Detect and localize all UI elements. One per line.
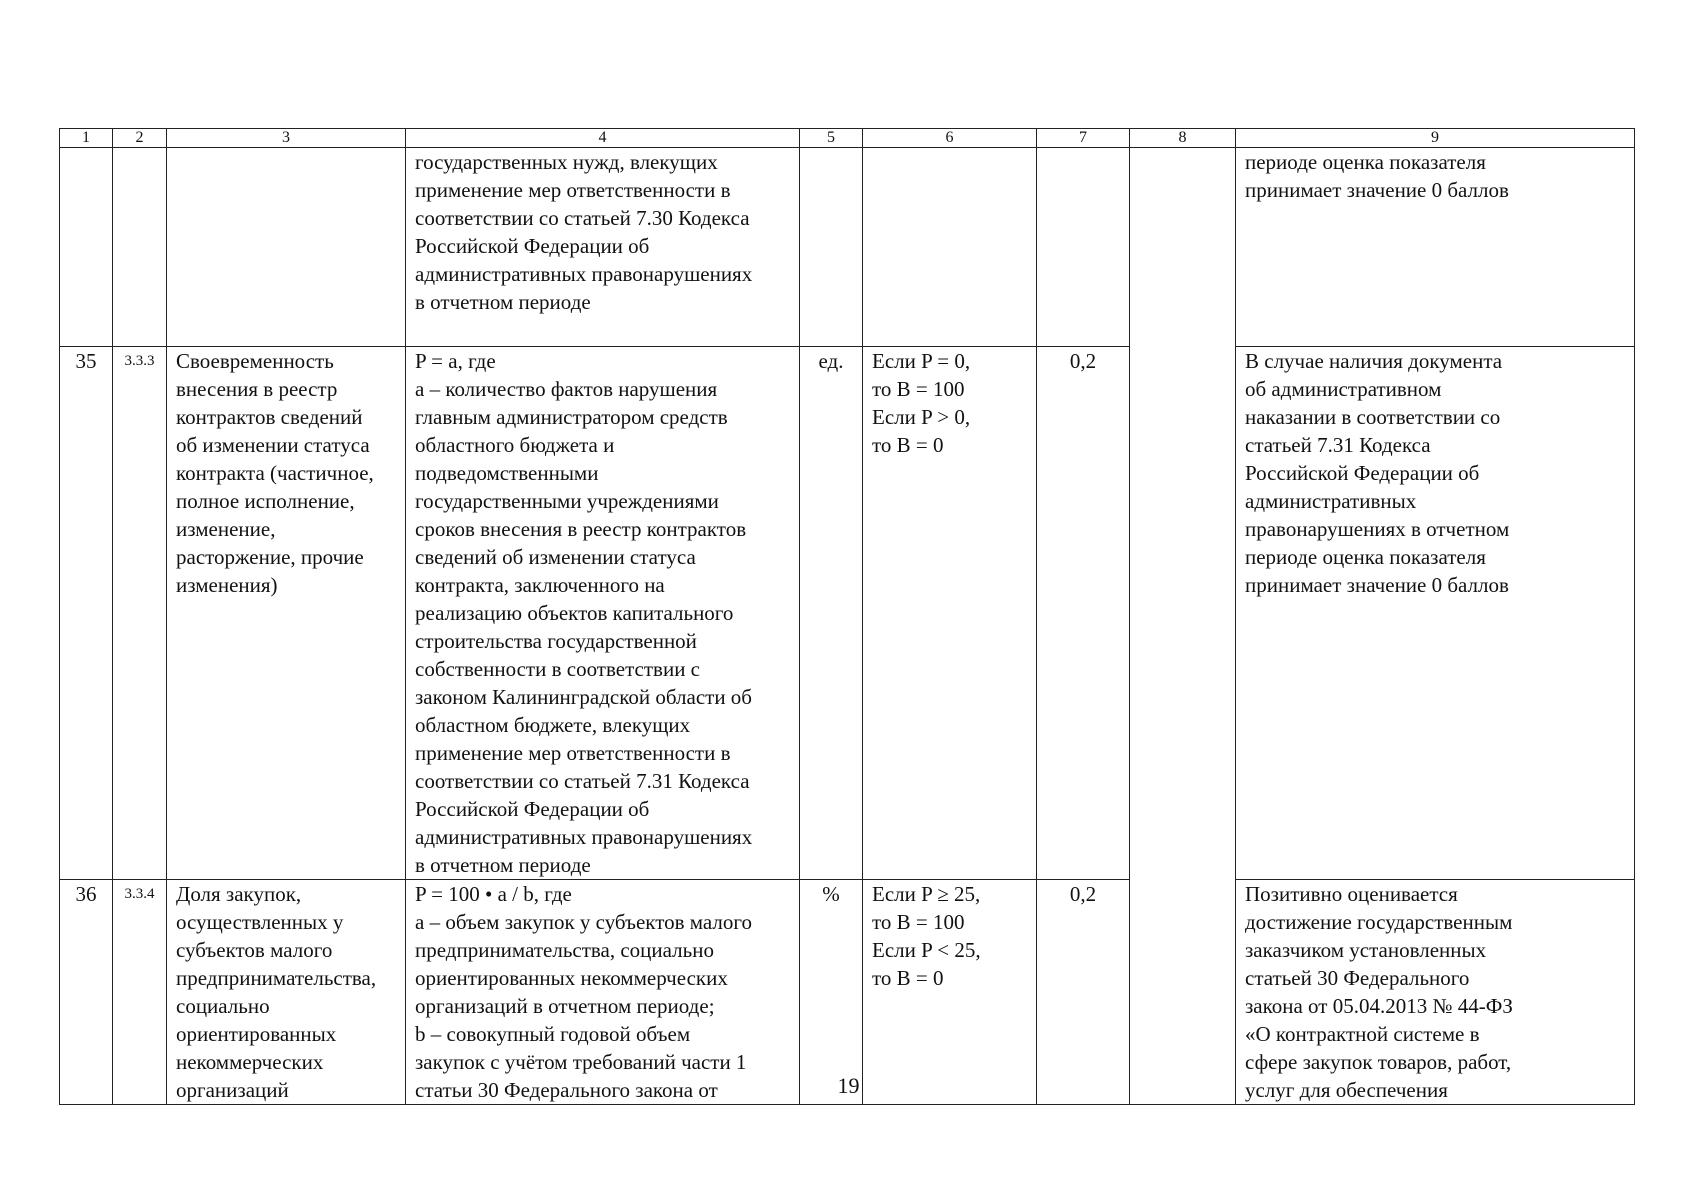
row-number: 36 [60,880,113,1105]
indicator-code: 3.3.3 [113,347,167,880]
col-header-9: 9 [1236,129,1635,148]
indicator-name: Доля закупок, осуществленных у субъектов малого предпринимательства, социально ориентированных некоммерческих организаций [167,880,406,1105]
col-header-3: 3 [167,129,406,148]
evaluation-condition [863,148,1037,347]
col-header-7: 7 [1037,129,1130,148]
row-number [60,148,113,347]
col-header-4: 4 [406,129,800,148]
weight [1037,148,1130,347]
evaluation-condition: Если P = 0, то B = 100 Если P > 0, то B = 0 [863,347,1037,880]
row-number: 35 [60,347,113,880]
col-header-8: 8 [1130,129,1236,148]
unit: ед. [800,347,863,880]
criteria-table [59,128,1635,1105]
indicator-name: Своевременность внесения в реестр контрактов сведений об изменении статуса контракта (частичное, полное исполнение, изменение, расторжение, прочие изменения) [167,347,406,880]
header-row [60,129,1635,148]
formula-text: государственных нужд, влекущих применение мер ответственности в соответствии со статьей 7.30 Кодекса Российской Федерации об административных правонарушениях в отчетном периоде [406,148,800,347]
indicator-name [167,148,406,347]
unit: % [800,880,863,1105]
col-header-2: 2 [113,129,167,148]
col-header-1: 1 [60,129,113,148]
weight: 0,2 [1037,347,1130,880]
table-row [60,148,1635,347]
unit [800,148,863,347]
indicator-code [113,148,167,347]
indicator-code: 3.3.4 [113,880,167,1105]
col-header-6: 6 [863,129,1037,148]
evaluation-condition: Если P ≥ 25, то B = 100 Если P < 25, то B = 0 [863,880,1037,1105]
table-row [60,880,1635,1105]
page-number: 19 [837,1073,860,1098]
note-text: периоде оценка показателя принимает значение 0 баллов [1236,148,1635,347]
note-text: Позитивно оценивается достижение государственным заказчиком установленных статьей 30 Федерального закона от 05.04.2013 № 44-ФЗ «О контрактной системе в сфере закупок товаров, работ, услуг для обеспечения [1236,880,1635,1105]
weight: 0,2 [1037,880,1130,1105]
note-text: В случае наличия документа об административном наказании в соответствии со статьей 7.31 Кодекса Российской Федерации об административных правонарушениях в отчетном периоде оценка показателя принимает значение 0 баллов [1236,347,1635,880]
formula-text: P = 100 • a / b, где a – объем закупок у субъектов малого предпринимательства, социально ориентированных некоммерческих организаций в отчетном периоде; b – совокупный годовой объем закупок с учётом требований части 1 статьи 30 Федерального закона от [406,880,800,1105]
formula-text: P = a, где a – количество фактов нарушения главным администратором средств областного бюджета и подведомственными государственными учреждениями сроков внесения в реестр контрактов сведений об изменении статуса контракта, заключенного на реализацию объектов капитального строительства государственной собственности в соответствии с законом Калининградской области об областном бюджете, влекущих применение мер ответственности в соответствии со статьей 7.31 Кодекса Российской Федерации об административных правонарушениях в отчетном периоде [406,347,800,880]
table-row [60,347,1635,880]
col-header-5: 5 [800,129,863,148]
column-8-cell [1130,148,1236,1105]
